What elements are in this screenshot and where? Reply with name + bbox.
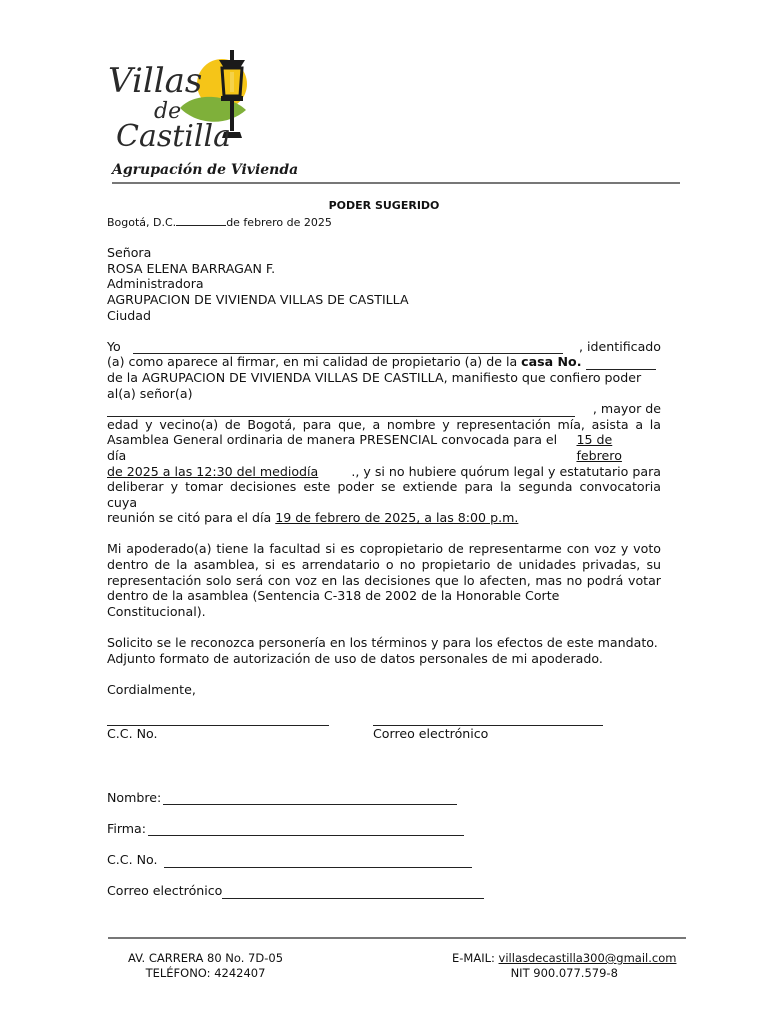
second-call-date: 19 de febrero de 2025, a las 8:00 p.m. bbox=[275, 510, 519, 526]
correo-input-line[interactable] bbox=[222, 886, 484, 899]
logo-brand-line3: Castilla bbox=[116, 119, 231, 154]
grantor-email-label: Correo electrónico bbox=[373, 726, 489, 741]
recipient-salutation: Señora bbox=[107, 245, 152, 261]
cc-label: C.C. No. bbox=[107, 851, 158, 867]
request-paragraph bbox=[107, 635, 661, 666]
cc-field bbox=[107, 852, 661, 868]
logo bbox=[104, 46, 299, 186]
line9: deliberar y tomar decisiones este poder se extiende para la segunda convocatoria cuya bbox=[107, 479, 661, 510]
signature-row bbox=[107, 713, 661, 742]
line6: edad y vecino(a) de Bogotá, para que, a nombre y representación mía, asista a la bbox=[107, 416, 661, 432]
line10-text: reunión se citó para el día bbox=[107, 510, 272, 526]
recipient-city: Ciudad bbox=[107, 307, 151, 323]
firma-label: Firma: bbox=[107, 820, 147, 836]
logo-brand-line2: de bbox=[154, 99, 182, 124]
identificado-text: , identificado bbox=[579, 338, 661, 354]
footer-phone: TELÉFONO: 4242407 bbox=[145, 966, 266, 980]
nombre-field bbox=[107, 790, 661, 806]
casa-label: casa No. bbox=[521, 354, 582, 370]
cc-input-line[interactable] bbox=[164, 855, 472, 868]
power-paragraph bbox=[107, 339, 661, 526]
casa-number-blank bbox=[586, 357, 656, 370]
recipient-name: ROSA ELENA BARRAGAN F. bbox=[107, 260, 276, 276]
date-prefix: Bogotá, D.C. bbox=[107, 215, 177, 229]
document-title: PODER SUGERIDO bbox=[328, 199, 440, 212]
footer-nit: NIT 900.077.579-8 bbox=[510, 966, 618, 980]
request-line: Solicito se le reconozca personería en los términos y para los efectos de este mandato. bbox=[107, 635, 658, 651]
attorney-form bbox=[107, 790, 661, 899]
nombre-label: Nombre: bbox=[107, 789, 162, 805]
correo-field bbox=[107, 883, 661, 899]
line7 bbox=[107, 432, 661, 463]
line-mayor bbox=[107, 401, 661, 417]
powers-line: dentro de la asamblea (Sentencia C-318 de 2002 de la Honorable Corte Constitucional). bbox=[107, 588, 560, 619]
correo-label: Correo electrónico bbox=[107, 883, 223, 899]
logo-graphic bbox=[104, 46, 299, 186]
footer-email-label: E-MAIL: bbox=[452, 951, 495, 965]
powers-line: dentro de la asamblea, si es arrendatario o no propietario de unidades privadas, su bbox=[107, 557, 661, 573]
date-line bbox=[107, 215, 661, 230]
footer-divider bbox=[108, 937, 686, 939]
powers-paragraph bbox=[107, 541, 661, 619]
powers-line: representación solo será con voz en las decisiones que lo afecten, mas no podrá votar bbox=[107, 572, 661, 588]
line10 bbox=[107, 510, 661, 526]
closing: Cordialmente, bbox=[107, 681, 196, 697]
grantor-email-line[interactable] bbox=[373, 713, 603, 726]
line7-text: Asamblea General ordinaria de manera PRESENCIAL convocada para el día bbox=[107, 432, 558, 463]
logo-tagline: Agrupación de Vivienda bbox=[112, 162, 299, 178]
grantor-email-column bbox=[373, 713, 603, 742]
assembly-date-b: de 2025 a las 12:30 del mediodía bbox=[107, 463, 319, 479]
grantor-cc-line[interactable] bbox=[107, 713, 329, 726]
grantor-cc-label: C.C. No. bbox=[107, 726, 158, 741]
firma-input-line[interactable] bbox=[148, 823, 464, 836]
line-yo bbox=[107, 339, 661, 355]
line4: al(a) señor(a) bbox=[107, 385, 193, 401]
footer-address: AV. CARRERA 80 No. 7D-05 bbox=[128, 951, 284, 965]
line8 bbox=[107, 464, 661, 480]
grantor-name-blank bbox=[133, 341, 563, 354]
mayor-text: , mayor de bbox=[592, 401, 661, 417]
footer-contact-block bbox=[452, 951, 676, 981]
request-line: Adjunto formato de autorización de uso de datos personales de mi apoderado. bbox=[107, 650, 603, 666]
document-body bbox=[107, 198, 661, 899]
date-blank bbox=[176, 215, 226, 226]
attorney-name-blank bbox=[107, 404, 575, 417]
line2-text: (a) como aparece al firmar, en mi calidad de propietario (a) de la bbox=[107, 354, 518, 370]
assembly-date-a: 15 de febrero bbox=[576, 432, 622, 463]
powers-line: Mi apoderado(a) tiene la facultad si es copropietario de representarme con voz y voto bbox=[107, 541, 661, 557]
firma-field bbox=[107, 821, 661, 837]
nombre-input-line[interactable] bbox=[163, 792, 457, 805]
date-suffix: de febrero de 2025 bbox=[226, 215, 332, 229]
logo-brand-line1: Villas bbox=[108, 61, 203, 101]
line-casa bbox=[107, 354, 661, 370]
header-divider bbox=[112, 182, 680, 184]
line3: de la AGRUPACION DE VIVIENDA VILLAS DE CASTILLA, manifiesto que confiero poder bbox=[107, 369, 642, 385]
grantor-cc-column bbox=[107, 713, 373, 742]
recipient-role: Administradora bbox=[107, 276, 204, 292]
line8-text: ., y si no hubiere quórum legal y estatutario para bbox=[351, 463, 661, 479]
footer-address-block bbox=[128, 951, 283, 981]
recipient-organization: AGRUPACION DE VIVIENDA VILLAS DE CASTILLA bbox=[107, 291, 409, 307]
footer-email-line bbox=[452, 951, 676, 966]
footer-email-link[interactable]: villasdecastilla300@gmail.com bbox=[498, 951, 677, 965]
yo-text: Yo bbox=[107, 338, 121, 354]
